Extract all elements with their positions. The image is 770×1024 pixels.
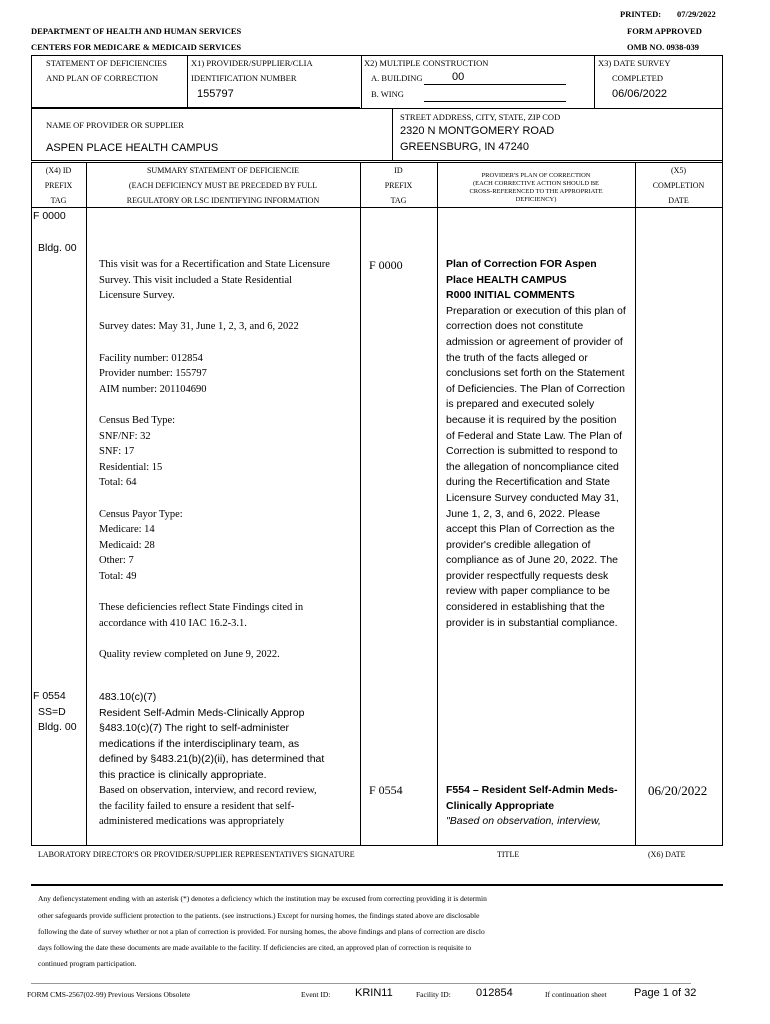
id-header-1: ID [394, 166, 403, 175]
plan-header-4: DEFICIENCY) [515, 196, 557, 203]
continuation-label: If continuation sheet [545, 990, 607, 999]
page-number: Page 1 of 32 [634, 987, 697, 999]
x5-header-1: (X5) [670, 166, 687, 175]
x3-label-2: COMPLETED [612, 73, 663, 83]
address-line-1: 2320 N MONTGOMERY ROAD [400, 125, 555, 137]
provider-name-label: NAME OF PROVIDER OR SUPPLIER [46, 120, 184, 130]
survey-date: 06/06/2022 [612, 88, 668, 100]
entry1-plan-heading: Plan of Correction FOR Aspen Place HEALTH CAMPUS R000 INITIAL COMMENTS [446, 258, 597, 302]
summary-header-1: SUMMARY STATEMENT OF DEFICIENCIE [146, 166, 300, 175]
disclaimer-line-2: other safeguards provide sufficient protection to the patients. (see instructions.) Except for nursing homes, the findings stated above are disclosable [38, 911, 480, 920]
entry1-bldg: Bldg. 00 [38, 242, 77, 254]
event-id-value: KRIN11 [355, 987, 393, 999]
address-line-2: GREENSBURG, IN 47240 [400, 141, 529, 153]
entry1-para-6: These deficiencies reflect State Findings cited in accordance with 410 IAC 16.2-3.1. [99, 602, 304, 629]
entry1-id-tag: F 0000 [369, 258, 403, 272]
statement-label-2: AND PLAN OF CORRECTION [46, 73, 159, 83]
entry2-regulation-text: 483.10(c)(7) Resident Self-Admin Meds-Clinically Approp §483.10(c)(7) The right to self-administer medications if the interdisciplinary team, as defined by §483.21(b)(2)(ii), has determined that this practice is clinically appropriate. [99, 691, 325, 781]
summary-header-3: REGULATORY OR LSC IDENTIFYING INFORMATION [126, 196, 320, 205]
facility-id-value: 012854 [476, 987, 513, 999]
plan-header-1: PROVIDER'S PLAN OF CORRECTION [481, 172, 591, 179]
entry1-tag: F 0000 [33, 210, 66, 222]
date-label: (X6) DATE [648, 850, 686, 859]
x1-label-2: IDENTIFICATION NUMBER [191, 73, 297, 83]
form-approved: FORM APPROVED [627, 26, 702, 36]
printed-label: PRINTED: [620, 9, 662, 19]
building-value: 00 [452, 71, 465, 83]
disclaimer-line-1: Any defiencystatement ending with an asterisk (*) denotes a deficiency which the institution may be excused from correcting providing it is determin [38, 894, 487, 903]
summary-header-2: (EACH DEFICIENCY MUST BE PRECEDED BY FULL [128, 181, 318, 190]
department-title: DEPARTMENT OF HEALTH AND HUMAN SERVICES [31, 26, 242, 36]
x4-header-2: PREFIX [44, 181, 73, 190]
entry1-para-5: Census Payor Type: Medicare: 14 Medicaid: 28 Other: 7 Total: 49 [99, 508, 183, 582]
cms-title: CENTERS FOR MEDICARE & MEDICAID SERVICES [31, 42, 242, 52]
title-label: TITLE [497, 850, 520, 859]
plan-header-3: CROSS-REFERENCED TO THE APPROPRIATE [469, 188, 603, 195]
wing-label: B. WING [371, 89, 404, 99]
entry2-id-tag: F 0554 [369, 783, 403, 797]
entry1-para-3: Facility number: 012854 Provider number: 155797 AIM number: 201104690 [99, 352, 207, 395]
provider-number: 155797 [197, 88, 234, 100]
x4-header-3: TAG [50, 196, 67, 205]
id-header-2: PREFIX [384, 181, 413, 190]
disclaimer-line-3: following the date of survey whether or not a plan of correction is provided. For nursing homes, the above findings and plans of correction are disclo [38, 927, 485, 936]
omb-number: OMB NO. 0938-039 [627, 42, 700, 52]
facility-id-label: Facility ID: [416, 990, 451, 999]
statement-label-1: STATEMENT OF DEFICIENCIES [46, 58, 168, 68]
x1-label-1: X1) PROVIDER/SUPPLIER/CLIA [191, 58, 313, 68]
entry2-finding-text: Based on observation, interview, and record review, the facility failed to ensure a resident that self-administered medications was appropriately [99, 785, 317, 828]
entry2-severity: SS=D [38, 706, 66, 718]
provider-name: ASPEN PLACE HEALTH CAMPUS [46, 142, 219, 154]
entry1-plan-text: Preparation or execution of this plan of correction does not constitute admission or agreement of provider of the truth of the facts alleged or conclusions set forth on the Statement of Deficiencies. The Plan of Correction is prepared and executed solely because it is required by the position of Federal and State Law. The Plan of Correction is submitted to respond to the allegation of noncompliance cited during the Recertification and State Licensure Survey conducted May 31, June 1, 2, 3, and 6, 2022. Please accept this Plan of Correction as the provider's credible allegation of compliance as of June 20, 2022. The provider respectfully requests desk review with paper compliance to be considered in establishing that the provider is in substantial compliance. [446, 304, 626, 629]
form-number: FORM CMS-2567(02-99) Previous Versions Obsolete [27, 990, 191, 999]
address-label: STREET ADDRESS, CITY, STATE, ZIP COD [400, 112, 561, 122]
disclaimer-line-4: days following the date these documents are made available to the facility. If deficiencies are cited, an approved plan of correction is requisite to [38, 943, 472, 952]
building-label: A. BUILDING [371, 73, 423, 83]
entry1-para-4: Census Bed Type: SNF/NF: 32 SNF: 17 Residential: 15 Total: 64 [99, 414, 176, 489]
entry2-plan-italic: "Based on observation, interview, [446, 815, 601, 828]
id-header-3: TAG [390, 196, 407, 205]
entry1-plan [446, 257, 626, 631]
event-id-label: Event ID: [301, 990, 331, 999]
x3-label-1: X3) DATE SURVEY [598, 58, 671, 68]
x2-label: X2) MULTIPLE CONSTRUCTION [364, 58, 489, 68]
entry1-para-2: Survey dates: May 31, June 1, 2, 3, and 6, 2022 [99, 321, 299, 333]
entry2-plan [446, 783, 626, 830]
entry2-tag: F 0554 [33, 690, 66, 702]
x4-header-1: (X4) ID [45, 166, 72, 175]
x5-header-3: DATE [668, 196, 689, 205]
disclaimer-line-5: continued program participation. [38, 959, 137, 968]
signature-label: LABORATORY DIRECTOR'S OR PROVIDER/SUPPLIER REPRESENTATIVE'S SIGNATURE [38, 850, 355, 859]
entry1-para-7: Quality review completed on June 9, 2022. [99, 648, 280, 660]
entry1-summary [99, 257, 331, 662]
entry1-para-1: This visit was for a Recertification and State Licensure Survey. This visit included a State Residential Licensure Survey. [99, 259, 330, 302]
plan-header-2: (EACH CORRECTIVE ACTION SHOULD BE [472, 180, 600, 187]
x5-header-2: COMPLETION [652, 181, 705, 190]
entry2-bldg: Bldg. 00 [38, 721, 77, 733]
printed-date: 07/29/2022 [677, 9, 716, 19]
entry2-plan-heading: F554 – Resident Self-Admin Meds-Clinically Appropriate [446, 784, 618, 812]
entry2-completion-date: 06/20/2022 [648, 783, 708, 798]
